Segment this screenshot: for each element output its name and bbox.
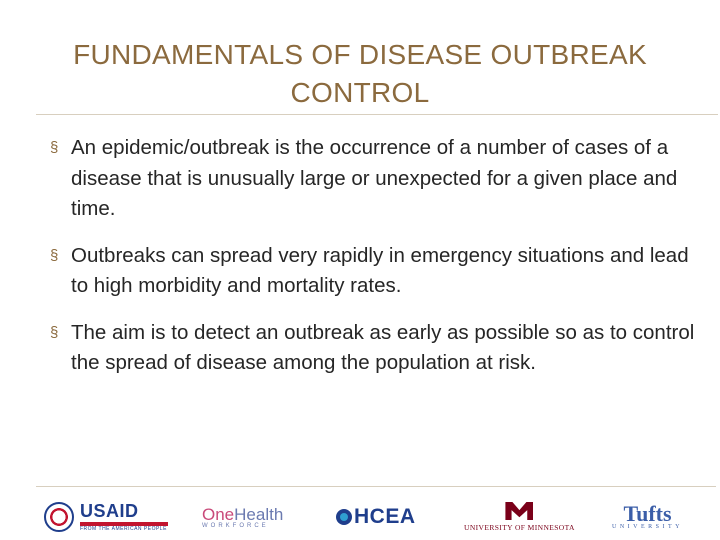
- bullet-item: [48, 133, 698, 225]
- bullet-text: An epidemic/outbreak is the occurrence of a number of cases of a disease that is unusually large or unexpected for a given place and time.: [71, 136, 678, 220]
- bullet-text: Outbreaks can spread very rapidly in emergency situations and lead to high morbidity and mortality rates.: [71, 243, 689, 297]
- slide-title: [20, 36, 700, 112]
- usaid-logo: [44, 497, 168, 537]
- bullet-item: [48, 318, 698, 379]
- bullet-marker-icon: §: [50, 323, 59, 341]
- slide-title-line-2: CONTROL: [290, 77, 430, 108]
- tufts-wordmark: Tufts: [623, 501, 672, 526]
- usaid-wordmark: USAID: [80, 501, 139, 521]
- bullet-text: The aim is to detect an outbreak as early as possible so as to control the spread of disease among the population at risk.: [71, 320, 695, 374]
- bullet-item: [48, 241, 698, 302]
- bullet-list: [48, 133, 698, 395]
- usaid-seal-icon: [44, 502, 74, 532]
- sponsor-logos: [38, 497, 698, 537]
- title-divider: [36, 114, 718, 115]
- hcea-logo: [336, 497, 416, 537]
- footer-divider: [36, 486, 716, 487]
- globe-icon: [336, 509, 352, 525]
- bullet-marker-icon: §: [50, 139, 59, 156]
- usaid-tagline: FROM THE AMERICAN PEOPLE: [80, 526, 167, 532]
- hcea-wordmark: HCEA: [354, 505, 416, 528]
- slide-title-line-1: FUNDAMENTALS OF DISEASE OUTBREAK: [73, 39, 647, 70]
- tufts-tagline: UNIVERSITY: [612, 524, 683, 530]
- university-of-minnesota-logo: [464, 497, 575, 537]
- tufts-university-logo: [612, 497, 683, 537]
- block-m-icon: [505, 502, 533, 520]
- one-health-workforce-logo: [202, 497, 283, 537]
- bullet-marker-icon: §: [50, 246, 59, 264]
- onehealth-health: Health: [234, 505, 284, 524]
- onehealth-one: One: [202, 505, 235, 524]
- onehealth-tagline: WORKFORCE: [202, 523, 269, 529]
- umn-wordmark: UNIVERSITY OF MINNESOTA: [464, 523, 575, 532]
